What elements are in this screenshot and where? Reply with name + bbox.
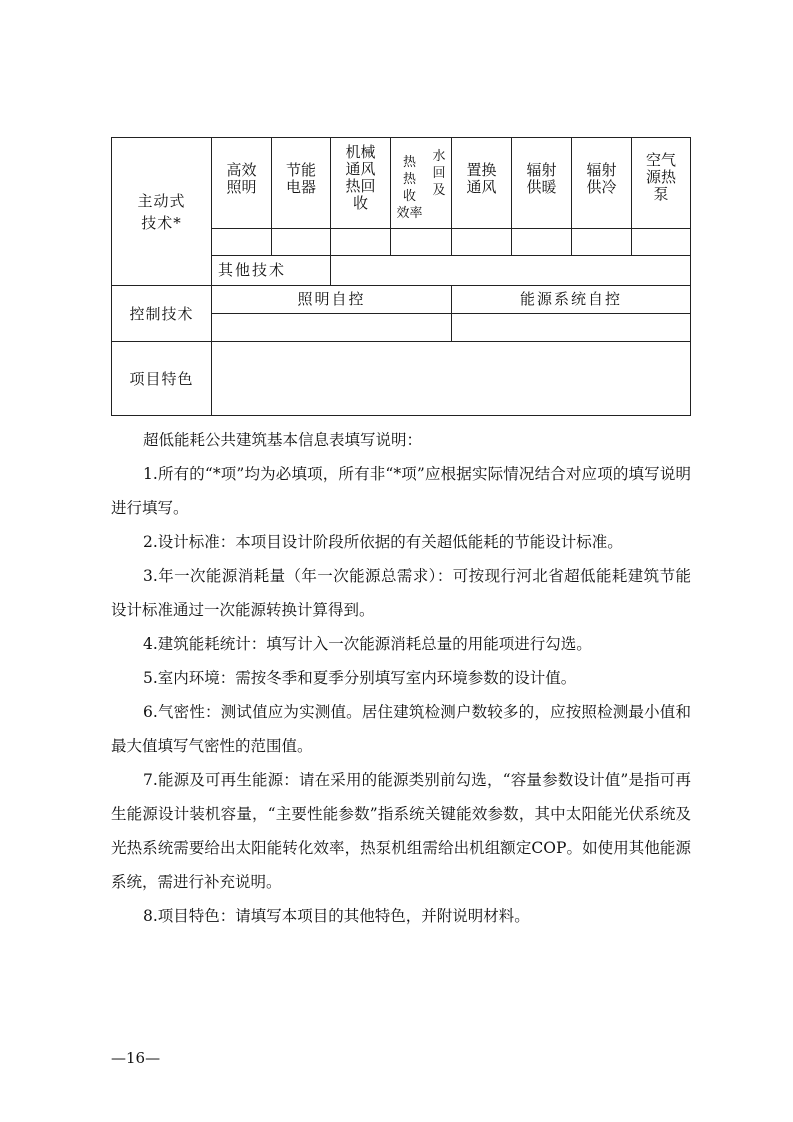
col-header-radiant-heating: 辐射 供暖 xyxy=(512,138,572,229)
project-features-label-cell xyxy=(112,342,212,416)
input-energy-saving-appliances[interactable] xyxy=(272,229,331,256)
instruction-item: 5.室内环境：需按冬季和夏季分别填写室内环境参数的设计值。 xyxy=(143,669,577,687)
other-tech-label-cell xyxy=(212,256,331,286)
page-number: —16— xyxy=(111,1049,161,1067)
instruction-item: 8.项目特色：请填写本项目的其他特色，并附说明材料。 xyxy=(143,907,530,925)
control-tech-label-cell xyxy=(112,286,212,342)
project-features-label: 项目特色 xyxy=(129,369,194,388)
instruction-item: 4.建筑能耗统计：填写计入一次能源消耗总量的用能项进行勾选。 xyxy=(143,635,592,653)
input-displacement-ventilation[interactable] xyxy=(452,229,512,256)
instructions-heading: 超低能耗公共建筑基本信息表填写说明： xyxy=(143,431,423,449)
building-info-table xyxy=(111,137,691,416)
filling-instructions xyxy=(111,423,691,933)
input-other-tech[interactable] xyxy=(331,256,691,286)
input-radiant-cooling[interactable] xyxy=(572,229,632,256)
instruction-item: 7.能源及可再生能源：请在采用的能源类别前勾选，“容量参数设计值”是指可再生能源设计装机容量，“主要性能参数”指系统关键能效参数，其中太阳能光伏系统及光热系统需要给出太阳能转化效率，热泵机组需给出机组额定COP。如使用其他能源系统，需进行补充说明。 xyxy=(111,771,691,891)
input-project-features[interactable] xyxy=(212,342,691,416)
col-header-radiant-cooling: 辐射 供冷 xyxy=(572,138,632,229)
input-water-heat-recovery[interactable] xyxy=(391,229,452,256)
input-lighting-control[interactable] xyxy=(212,314,452,342)
instruction-item: 1.所有的“*项”均为必填项，所有非“*项”应根据实际情况结合对应项的填写说明进行填写。 xyxy=(111,465,691,517)
col-header-efficient-lighting: 高效 照明 xyxy=(212,138,272,229)
active-tech-label-line1: 主动式 xyxy=(137,191,186,210)
instruction-item: 3.年一次能源消耗量（年一次能源总需求）：可按现行河北省超低能耗建筑节能设计标准通过一次能源转换计算得到。 xyxy=(111,567,691,619)
col-header-air-source-heat-pump: 空气 源热 泵 xyxy=(632,138,691,229)
col-header-displacement-ventilation: 置换 通风 xyxy=(452,138,512,229)
input-radiant-heating[interactable] xyxy=(512,229,572,256)
input-air-source-heat-pump[interactable] xyxy=(632,229,691,256)
input-energy-system-control[interactable] xyxy=(452,314,691,342)
lighting-control-header: 照明自控 xyxy=(212,286,452,314)
instruction-item: 6.气密性：测试值应为实测值。居住建筑检测户数较多的，应按照检测最小值和最大值填写气密性的范围值。 xyxy=(111,703,691,755)
input-efficient-lighting[interactable] xyxy=(212,229,272,256)
col-header-water-heat-recovery: 热 热 收 效率 水 回 及 xyxy=(391,138,452,229)
energy-system-control-header: 能源系统自控 xyxy=(452,286,691,314)
control-tech-label: 控制技术 xyxy=(129,304,194,323)
active-tech-label-cell xyxy=(112,138,212,286)
col-header-mechanical-ventilation-heat-recovery: 机械 通风 热回 收 xyxy=(331,138,391,229)
col-header-energy-saving-appliances: 节能 电器 xyxy=(272,138,331,229)
other-tech-label: 其他技术 xyxy=(218,260,287,279)
active-tech-label-line2: 技术* xyxy=(141,213,182,232)
instruction-item: 2.设计标准：本项目设计阶段所依据的有关超低能耗的节能设计标准。 xyxy=(143,533,623,551)
input-mechanical-ventilation[interactable] xyxy=(331,229,391,256)
